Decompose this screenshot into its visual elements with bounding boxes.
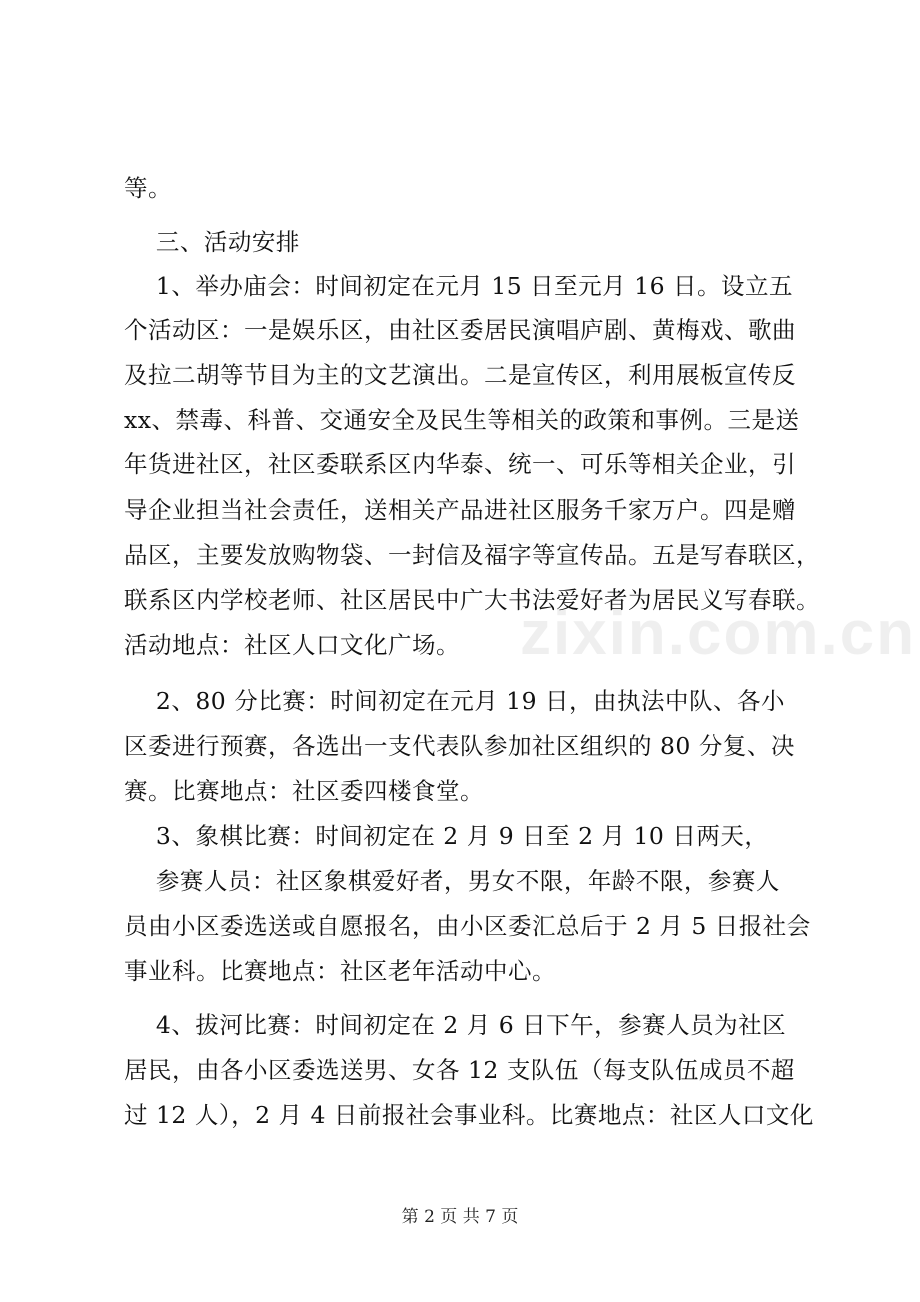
text-line: 4、拔河比赛：时间初定在 2 月 6 日下午，参赛人员为社区: [124, 1011, 787, 1039]
text-line: 事业科。比赛地点：社区老年活动中心。: [124, 957, 556, 985]
text-line: 区委进行预赛，各选出一支代表队参加社区组织的 80 分复、决: [124, 732, 795, 760]
text-line: 年货进社区，社区委联系区内华泰、统一、可乐等相关企业，引: [124, 450, 796, 478]
watermark: zixin.com.cn: [520, 599, 917, 668]
page-footer: 第 2 页 共 7 页: [401, 1207, 519, 1227]
text-line: 2、80 分比赛：时间初定在元月 19 日，由执法中队、各小: [124, 687, 786, 715]
text-line: 导企业担当社会责任，送相关产品进社区服务千家万户。四是赠: [124, 496, 796, 524]
text-line: 联系区内学校老师、社区居民中广大书法爱好者为居民义写春联。: [124, 586, 820, 614]
text-line: 员由小区委选送或自愿报名，由小区委汇总后于 2 月 5 日报社会: [124, 912, 811, 940]
text-line: 1、举办庙会：时间初定在元月 15 日至元月 16 日。设立五: [124, 272, 794, 300]
text-line: 赛。比赛地点：社区委四楼食堂。: [124, 777, 484, 805]
text-line: 及拉二胡等节目为主的文艺演出。二是宣传区，利用展板宣传反: [124, 361, 796, 389]
text-line: xx、禁毒、科普、交通安全及民生等相关的政策和事例。三是送: [124, 406, 800, 434]
section-heading: 三、活动安排: [124, 228, 300, 256]
text-line: 3、象棋比赛：时间初定在 2 月 9 日至 2 月 10 日两天，: [124, 822, 769, 850]
text-line: 个活动区：一是娱乐区，由社区委居民演唱庐剧、黄梅戏、歌曲: [124, 316, 796, 344]
text-line: 过 12 人），2 月 4 日前报社会事业科。比赛地点：社区人口文化: [124, 1101, 814, 1129]
text-line: 等。: [124, 174, 172, 202]
text-line: 参赛人员：社区象棋爱好者，男女不限，年龄不限，参赛人: [124, 867, 780, 895]
text-line: 居民，由各小区委选送男、女各 12 支队伍（每支队伍成员不超: [124, 1056, 795, 1084]
text-line: 活动地点：社区人口文化广场。: [124, 631, 460, 659]
text-line: 品区，主要发放购物袋、一封信及福字等宣传品。五是写春联区，: [124, 541, 820, 569]
